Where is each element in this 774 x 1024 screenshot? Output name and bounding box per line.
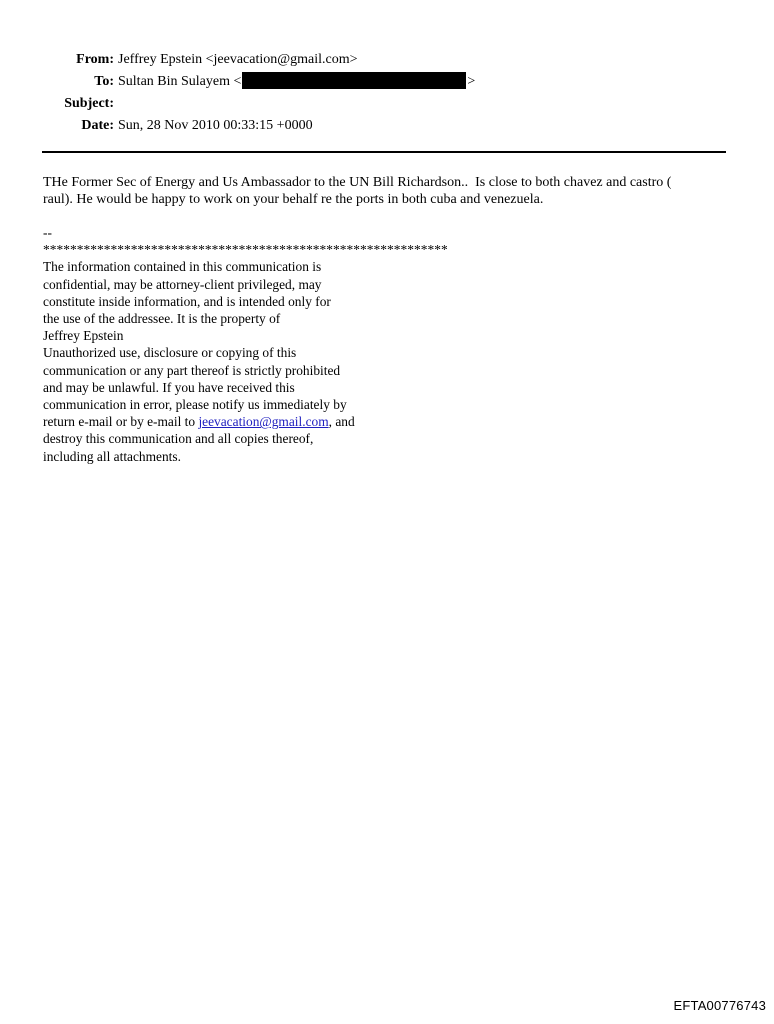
return-prefix: return e-mail or by e-mail to — [43, 414, 199, 430]
email-link[interactable]: jeevacation@gmail.com — [198, 414, 329, 430]
to-label: To: — [94, 74, 114, 89]
subject-row — [0, 93, 774, 115]
date-label: Date: — [81, 118, 114, 133]
disclaimer-line: communication or any part thereof is strictly prohibited — [43, 362, 341, 378]
disclaimer-line: constitute inside information, and is intended only for — [43, 293, 331, 309]
redaction-block — [242, 72, 466, 89]
date-value: Sun, 28 Nov 2010 00:33:15 +0000 — [118, 118, 313, 133]
from-label: From: — [76, 52, 114, 67]
disclaimer-line: destroy this communication and all copies thereof, — [43, 431, 314, 447]
signature-stars: ************************************************************ — [43, 242, 448, 258]
email-header — [0, 49, 774, 137]
signature-dashes: -- — [43, 225, 52, 240]
signature-block — [43, 224, 543, 465]
disclaimer-line: confidential, may be attorney-client privileged, may — [43, 276, 322, 292]
disclaimer-line: Jeffrey Epstein — [43, 328, 124, 344]
to-row — [0, 71, 774, 93]
disclaimer-return-line — [43, 413, 543, 430]
disclaimer-line: Unauthorized use, disclosure or copying of this — [43, 345, 297, 361]
header-divider — [42, 151, 726, 153]
body-line-2: raul). He would be happy to work on your behalf re the ports in both cuba and venezuela. — [43, 192, 544, 207]
to-value-name: Sultan Bin Sulayem < — [118, 74, 242, 89]
disclaimer-line: The information contained in this communication is — [43, 259, 322, 275]
message-body — [43, 174, 733, 208]
subject-label: Subject: — [64, 96, 114, 111]
bates-number: EFTA00776743 — [673, 998, 766, 1013]
from-row — [0, 49, 774, 71]
from-value: Jeffrey Epstein <jeevacation@gmail.com> — [118, 52, 358, 67]
body-line-1: THe Former Sec of Energy and Us Ambassador to the UN Bill Richardson.. Is close to both chavez and castro ( — [43, 175, 672, 190]
to-value-close: > — [467, 74, 476, 89]
disclaimer-line: communication in error, please notify us immediately by — [43, 397, 347, 413]
disclaimer-line: the use of the addressee. It is the property of — [43, 311, 281, 327]
disclaimer-line: and may be unlawful. If you have received this — [43, 379, 295, 395]
disclaimer-line: including all attachments. — [43, 448, 181, 464]
return-suffix: , and — [328, 414, 355, 430]
to-value — [118, 71, 475, 93]
date-row — [0, 115, 774, 137]
